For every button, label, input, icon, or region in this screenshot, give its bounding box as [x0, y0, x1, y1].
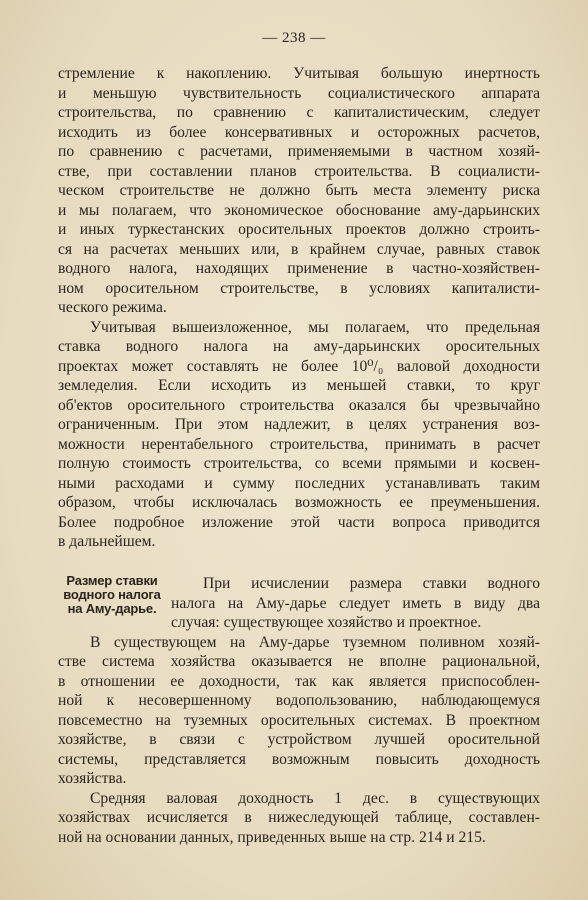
text-line: ческом строительстве не должно быть места элементу риска: [58, 182, 540, 199]
paragraph-2: [58, 318, 540, 552]
text-line: и меньшую чувствительность социалистического аппарата: [58, 84, 540, 102]
text-line: и иных туркестанских оросительных проектов должно строить-: [58, 221, 540, 238]
text-line: стремление к накоплению. Учитывая большую инертность: [58, 65, 540, 82]
text-line: повсеместно на туземных оросительных системах. В проектном: [58, 711, 540, 729]
text-line: строительства, по сравнению с капиталистическим, следует: [58, 104, 540, 121]
text-line: ся на расчетах меньших или, в крайнем случае, равных ставок: [58, 240, 540, 258]
text-line: хозяйствах исчисляется в нижеследующей таблице, составлен-: [58, 809, 540, 826]
text-line: ной на основании данных, приведенных выше на стр. 214 и 215.: [58, 828, 486, 846]
paragraph-1: [58, 64, 540, 318]
text-line: можности нерентабельного строительства, принимать в расчет: [58, 435, 540, 453]
text-line: проектах может составлять не более 10⁰/₀ валовой доходности: [58, 357, 540, 375]
text-line: налога на Аму-дарье следует иметь в виду два: [171, 594, 540, 612]
text-line: системы, представляется возможным повысить доходность: [58, 750, 540, 768]
paragraph-4: [58, 633, 540, 789]
text-line: полную стоимость строительства, со всеми прямыми и косвен-: [58, 455, 540, 472]
text-line: Более подробное изложение этой части вопроса приводится: [58, 513, 540, 531]
text-line: образом, чтобы исключалась возможность ее преуменьшения.: [58, 494, 540, 511]
text-line: исходить из более консервативных и осторожных расчетов,: [58, 123, 540, 141]
text-line: хозяйстве, в связи с устройством лучшей оросительной: [58, 731, 540, 748]
text-line: ограниченным. При этом надлежит, в целях устранения воз-: [58, 416, 540, 433]
text-line: стве система хозяйства оказывается не вполне рациональной,: [58, 653, 540, 670]
text-line: ной к несовершенному водопользованию, наблюдающемуся: [58, 692, 540, 709]
paragraph-3: [171, 574, 540, 633]
text-line: по сравнению с расчетами, применяемыми в частном хозяй-: [58, 143, 540, 160]
text-line: ном оросительном строительстве, в условиях капиталисти-: [58, 279, 540, 297]
text-line: в отношении ее доходности, так как является приспособлен-: [58, 672, 540, 690]
text-line: Учитывая вышеизложенное, мы полагаем, что предельная: [90, 318, 540, 336]
text-line: хозяйства.: [58, 770, 127, 787]
text-line: В существующем на Аму-дарье туземном поливном хозяй-: [90, 633, 540, 651]
text-line: водного налога, находящих применение в частно-хозяйствен-: [58, 260, 540, 277]
margin-heading-line: на Аму-дарье.: [67, 601, 157, 616]
text-line: стве, при составлении планов строительства. В социалисти-: [58, 162, 540, 180]
text-line: При исчислении размера ставки водного: [203, 575, 540, 592]
main-text-lower: [58, 574, 540, 847]
text-line: земледелия. Если исходить из меньшей ставки, то круг: [58, 377, 540, 394]
margin-heading-line: водного налога: [63, 587, 161, 602]
text-line: Средняя валовая доходность 1 дес. в существующих: [90, 789, 540, 807]
text-line: ческого режима.: [58, 299, 167, 316]
text-line: случая: существующее хозяйство и проектное.: [171, 614, 482, 631]
page-number: — 238 —: [262, 30, 326, 46]
text-line: в дальнейшем.: [58, 533, 156, 550]
text-line: ставка водного налога на аму-дарьинских оросительных: [58, 338, 540, 355]
margin-heading-line: Размер ставки: [66, 573, 158, 588]
text-line: об'ектов оросительного строительства оказался бы чрезвычайно: [58, 396, 540, 414]
text-line: ными расходами и сумму последних устанавливать таким: [58, 474, 540, 492]
paragraph-5: [58, 789, 540, 848]
main-text-upper: [58, 64, 540, 552]
text-line: и мы полагаем, что экономическое обоснование аму-дарьинских: [58, 201, 540, 219]
